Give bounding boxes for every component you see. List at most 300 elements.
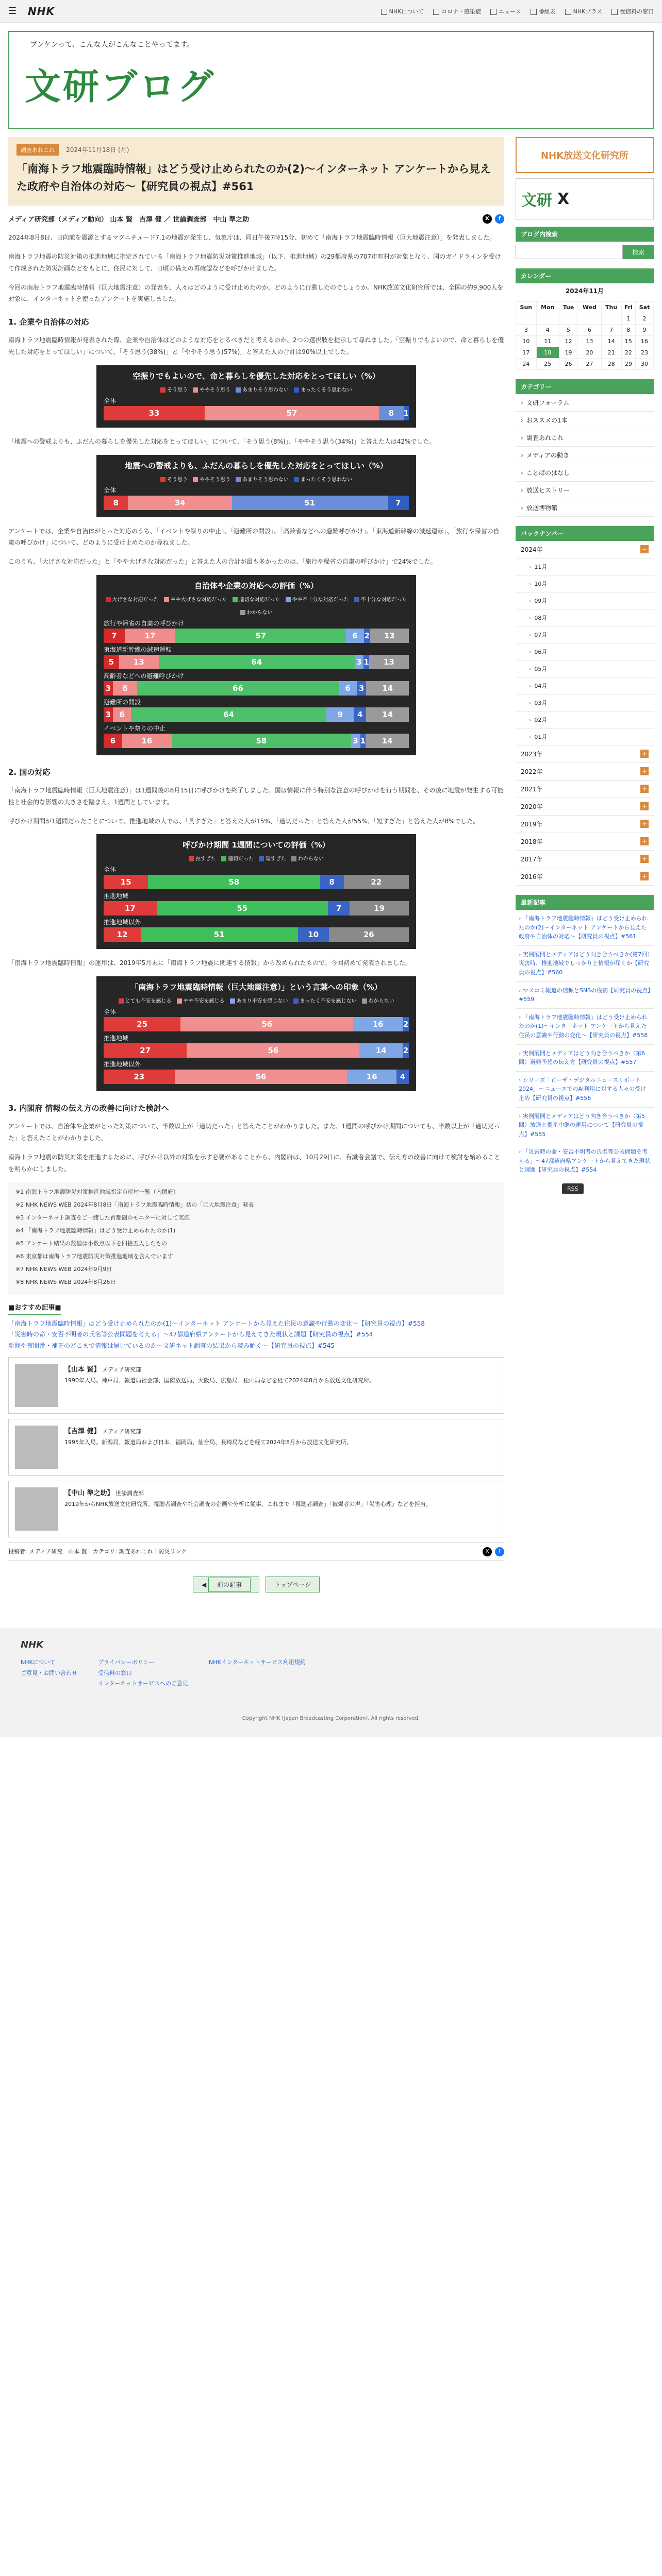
- category-badge[interactable]: 調査あれこれ: [16, 144, 59, 156]
- bar-segment: 64: [131, 707, 326, 722]
- figure-1: [96, 365, 416, 428]
- paragraph: 呼びかけ期間が1週間だったことについて、推進地域の人では、「長すぎた」と答えた人が15%、「適切だった」と答えた人が55%、「短すぎた」と答えた人が8%でした。: [8, 817, 479, 825]
- bar-segment: 8: [104, 496, 128, 510]
- profile-bio: 2019年からNHK放送文化研究所。視聴者調査や社会調査の企画や分析に従事。これまで「視聴者調査」「被爆者の声」「災害心理」などを担当。: [64, 1501, 432, 1508]
- legend-item: あまりそう思わない: [236, 475, 289, 483]
- bar-segment: 13: [119, 655, 159, 669]
- article-title: 「南海トラフ地震臨時情報」はどう受け止められたのか(2)〜インターネット アンケートから見えた政府や自治体の対応〜【研究員の視点】#561: [16, 163, 491, 193]
- paragraph: 「地震への警戒よりも、ふだんの暮らしを優先した対応をとってほしい」について、「そう思う(8%)」、「ややそう思う(34%)」と答えた人は42%でした。: [8, 437, 436, 445]
- bar-segment: 6: [104, 734, 122, 748]
- row-label: 全体: [104, 486, 117, 494]
- bar-segment: 6: [113, 707, 131, 722]
- legend-item: 短すぎた: [259, 854, 286, 862]
- calendar-dayname: Wed: [578, 302, 601, 313]
- archive-year[interactable]: 2018年 +: [516, 833, 654, 851]
- archive-year[interactable]: 2017年 +: [516, 851, 654, 868]
- legend-item: わからない: [240, 608, 273, 616]
- row-label: 推進地域以外: [104, 919, 141, 926]
- calendar-day: [536, 313, 559, 325]
- calendar-day[interactable]: 23: [636, 347, 654, 359]
- figure-4: [96, 834, 416, 949]
- figure-legend: [104, 595, 409, 616]
- archive-year[interactable]: 2024年 −: [516, 541, 654, 558]
- legend-item: 不十分な対応だった: [354, 595, 407, 603]
- paragraph: 今回の南海トラフ地震臨時情報（巨大地震注意）の発表を、人々はどのように受け止めたのか。どのように行動したのでしょうか。NHK放送文化研究所では、全国の約9,900人を対象に、インターネットを使ったアンケートを実施しました。: [8, 283, 504, 303]
- bar-segment: 16: [122, 734, 172, 748]
- category-item[interactable]: › 調査あれこれ: [516, 429, 654, 447]
- facebook-share-icon[interactable]: f: [495, 1547, 504, 1556]
- bar-segment: 16: [353, 1017, 403, 1031]
- calendar-dayname: Tue: [559, 302, 577, 313]
- bar-segment: 8: [379, 406, 403, 420]
- calendar-day[interactable]: 3: [516, 325, 537, 336]
- article-date: 2024年11月18日 (月): [66, 146, 129, 154]
- archive-year[interactable]: 2022年 +: [516, 763, 654, 781]
- paragraph: 「南海トラフ地震臨時情報」の運用は、2019年5月末に「南海トラフ地震に関連する情報」から改められたもので、今回初めて発表されました。: [8, 959, 411, 967]
- calendar-dayname: Thu: [601, 302, 621, 313]
- legend-item: まったくそう思わない: [294, 475, 352, 483]
- bar-segment: 27: [104, 1043, 187, 1058]
- archive-box: [516, 526, 654, 886]
- calendar-day[interactable]: 29: [621, 359, 635, 370]
- related-heading: ■おすすめ記事■: [8, 1302, 61, 1315]
- bar-segment: 4: [396, 1070, 409, 1084]
- footnote: ※2 NHK NEWS WEB 2024年8月8日「南海トラフ地震臨時情報」初の「巨大地震注意」発表: [15, 1201, 254, 1209]
- calendar-day[interactable]: 26: [559, 359, 577, 370]
- archive-month[interactable]: › 08月: [516, 609, 654, 626]
- footnote: ※3 インターネット調査をご一緒した首都圏のモニターに対して実施: [15, 1214, 190, 1222]
- calendar-day[interactable]: 27: [578, 359, 601, 370]
- stacked-bar: [104, 927, 409, 942]
- search-box: [516, 227, 654, 259]
- footnote: ※6 東京都は南海トラフ地震防災対策推進地域を含んでいます: [15, 1252, 173, 1260]
- bar-segment: 25: [104, 1017, 180, 1031]
- bar-segment: 14: [366, 681, 409, 696]
- bar-segment: 9: [326, 707, 354, 722]
- nav-news[interactable]: ニュース: [490, 7, 521, 15]
- calendar-day[interactable]: 7: [601, 325, 621, 336]
- post-tags: [8, 1543, 504, 1561]
- bar-segment: 34: [128, 496, 231, 510]
- legend-item: ややそう思う: [193, 475, 230, 483]
- latest-article-link[interactable]: › 実例展開とメディアはどう向き合うべきか（第5回）放送と衛星中継の運用について【研究員の視点】#555: [516, 1108, 654, 1144]
- rss-button[interactable]: RSS: [562, 1183, 584, 1194]
- calendar-day: [559, 313, 577, 325]
- author-profile: [8, 1419, 504, 1476]
- bar-segment: 26: [329, 927, 409, 942]
- archive-month[interactable]: › 07月: [516, 626, 654, 643]
- stacked-bar: [104, 406, 409, 420]
- footnote: ※5 アンケート結果の数値は小数点以下を四捨五入したもの: [15, 1240, 168, 1247]
- stacked-bar: [104, 1070, 409, 1084]
- category-box: [516, 379, 654, 517]
- bar-segment: 13: [369, 655, 409, 669]
- legend-item: 長すぎた: [189, 854, 216, 862]
- legend-item: 大げさな対応だった: [106, 595, 159, 603]
- row-label: 推進地域: [104, 892, 129, 900]
- bar-segment: 3: [104, 681, 113, 696]
- search-heading: ブログ内検索: [516, 227, 654, 242]
- figure-title: 「南海トラフ地震臨時情報（巨大地震注意）」という言葉への印象（%）: [130, 982, 382, 992]
- nav-schedule[interactable]: 番組表: [531, 7, 556, 15]
- archive-year[interactable]: 2020年 +: [516, 798, 654, 816]
- expand-icon[interactable]: +: [640, 837, 649, 845]
- paragraph: 「南海トラフ地震臨時情報（巨大地震注意）」は1週間後の8月15日に呼びかけを終了しました。国は情報に伴う特別な注意の呼びかけを行う期間を、その後に地震が発生する可能性と社会的な影響の大きさを踏まえ、1週間としています。: [8, 786, 504, 806]
- footnotes: [8, 1182, 504, 1295]
- bar-segment: 7: [388, 496, 409, 510]
- stacked-bar: [104, 1043, 409, 1058]
- legend-item: やや不安を感じる: [177, 996, 225, 1004]
- archive-year[interactable]: 2021年 +: [516, 781, 654, 798]
- category-item[interactable]: › おススメの1本: [516, 412, 654, 429]
- row-label: 全体: [104, 1008, 117, 1016]
- legend-item: まったく不安を感じない: [293, 996, 357, 1004]
- calendar-day[interactable]: 2: [636, 313, 654, 325]
- legend-item: まったくそう思わない: [294, 385, 352, 393]
- x-share-icon[interactable]: X: [483, 1547, 492, 1556]
- bar-segment: 15: [104, 875, 148, 889]
- bar-segment: 14: [359, 1043, 403, 1058]
- section-heading: 2. 国の対応: [8, 767, 51, 777]
- stacked-bar: [104, 655, 409, 669]
- profile-role: 世論調査部: [115, 1489, 144, 1497]
- archive-month[interactable]: › 05月: [516, 660, 654, 677]
- top-page-button[interactable]: トップページ: [266, 1577, 320, 1592]
- latest-box: [516, 895, 654, 1194]
- x-share-icon[interactable]: X: [483, 214, 492, 224]
- hamburger-menu-icon[interactable]: ☰: [8, 6, 17, 16]
- bar-segment: 58: [172, 734, 351, 748]
- archive-month[interactable]: › 01月: [516, 728, 654, 745]
- calendar-day[interactable]: 16: [636, 336, 654, 347]
- bar-segment: 1: [363, 655, 369, 669]
- bar-segment: 16: [347, 1070, 396, 1084]
- calendar-dayname: Mon: [536, 302, 559, 313]
- calendar-day[interactable]: 12: [559, 336, 577, 347]
- bar-segment: 1: [404, 406, 409, 420]
- calendar-dayname: Fri: [621, 302, 635, 313]
- bar-segment: 6: [339, 681, 357, 696]
- row-label: 東海道新幹線の減速運転: [104, 646, 172, 653]
- calendar-day[interactable]: 28: [601, 359, 621, 370]
- bar-segment: 12: [104, 927, 141, 942]
- legend-item: わからない: [291, 854, 324, 862]
- footer-logo[interactable]: NHK: [21, 1639, 44, 1650]
- calendar-day[interactable]: 19: [559, 347, 577, 359]
- bar-segment: 3: [357, 681, 366, 696]
- archive-month[interactable]: › 04月: [516, 677, 654, 694]
- author-profile: [8, 1481, 504, 1537]
- bar-segment: 8: [113, 681, 137, 696]
- expand-icon[interactable]: +: [640, 855, 649, 863]
- article-main: [8, 137, 504, 1618]
- nav-nhkplus[interactable]: NHKプラス: [565, 7, 602, 15]
- legend-item: とても不安を感じる: [119, 996, 172, 1004]
- archive-heading: バックナンバー: [516, 526, 654, 541]
- figure-title: 自治体や企業の対応への評価（%）: [194, 581, 319, 590]
- calendar-dayname: Sat: [636, 302, 654, 313]
- post-meta: 投稿者: メディア研究 山本 賢｜カテゴリ: 調査あれこれ｜防災リンク: [8, 1548, 187, 1555]
- calendar: [516, 268, 654, 370]
- bar-segment: 14: [366, 734, 409, 748]
- calendar-dayname: Sun: [516, 302, 537, 313]
- archive-month[interactable]: › 09月: [516, 592, 654, 609]
- bar-segment: 1: [360, 734, 366, 748]
- calendar-day[interactable]: 4: [536, 325, 559, 336]
- expand-icon[interactable]: +: [640, 767, 649, 775]
- legend-item: 適切だった: [221, 854, 254, 862]
- row-label: 推進地域以外: [104, 1061, 141, 1069]
- banner-tagline: ブンケンって、こんな人がこんなことやってます。: [30, 41, 194, 49]
- legend-item: ややそう思う: [193, 385, 230, 393]
- figure-3: [96, 575, 416, 755]
- paragraph: 南海トラフ地震臨時情報が発表された際、企業や自治体はどのような対応をとるべきだと考えるのか、2つの選択肢を提示して尋ねました。「空振りでもよいので、命と暮らしを優先した対応をとってほしい」について、「そう思う(38%)」と「ややそう思う(57%)」と答えた人の合計は90%以上でした。: [8, 336, 504, 355]
- nav-corona[interactable]: コロナ・感染症: [433, 7, 481, 15]
- calendar-day[interactable]: 25: [536, 359, 559, 370]
- figure-5: [96, 976, 416, 1091]
- legend-item: そう思う: [160, 475, 188, 483]
- calendar-day[interactable]: 24: [516, 359, 537, 370]
- latest-article-link[interactable]: › マスコミ報道の信頼とSNSの役割【研究員の視点】#559: [516, 982, 654, 1009]
- category-item[interactable]: › ことばのはなし: [516, 464, 654, 482]
- calendar-day[interactable]: 11: [536, 336, 559, 347]
- stacked-bar: [104, 901, 409, 916]
- calendar-day: [516, 313, 537, 325]
- section-heading: 1. 企業や自治体の対応: [8, 317, 89, 327]
- bar-segment: 2: [403, 1043, 409, 1058]
- calendar-day[interactable]: 6: [578, 325, 601, 336]
- bunken-x-banner[interactable]: 文研 X: [516, 178, 654, 219]
- expand-icon[interactable]: +: [640, 802, 649, 810]
- footnote: ※4 「南海トラフ地震臨時情報」はどう受け止められたのか(1): [15, 1227, 176, 1234]
- archive-month[interactable]: › 03月: [516, 694, 654, 711]
- bar-segment: 3: [355, 655, 364, 669]
- bar-segment: 4: [354, 707, 366, 722]
- footer-link[interactable]: NHKについて: [21, 1658, 56, 1666]
- bar-segment: 7: [328, 901, 350, 916]
- legend-item: あまりそう思わない: [236, 385, 289, 393]
- nav-fee[interactable]: 受信料の窓口: [611, 7, 654, 15]
- figure-legend: [104, 854, 409, 862]
- stacked-bar: [104, 1017, 409, 1031]
- calendar-day[interactable]: 18: [536, 347, 559, 359]
- bar-segment: 3: [104, 707, 113, 722]
- archive-month[interactable]: › 06月: [516, 643, 654, 660]
- stacked-bar: [104, 734, 409, 748]
- legend-item: やや不十分な対応だった: [286, 595, 349, 603]
- banner-title: 文研ブログ: [25, 65, 216, 108]
- blog-banner[interactable]: [8, 31, 654, 129]
- paragraph: アンケートでは、自治体や企業がとった対策について、半数以上が「適切だった」と答えたことがわかりました。また、1週間の呼びかけ期間についても、半数以上が「適切だった」と答えたことがわかりました。: [8, 1123, 500, 1142]
- figure-legend: [104, 385, 409, 393]
- author-photo: [15, 1364, 58, 1407]
- expand-icon[interactable]: +: [640, 872, 649, 880]
- bar-segment: 17: [104, 901, 157, 916]
- legend-item: あまり不安を感じない: [230, 996, 288, 1004]
- facebook-share-icon[interactable]: f: [495, 214, 504, 224]
- profile-bio: 1990年入局。神戸局、報道局社会部、国際放送局、大阪局、広島局、松山局などを経て2024年8月から放送文化研究所。: [64, 1377, 375, 1384]
- category-item[interactable]: › 文研フォーラム: [516, 394, 654, 412]
- latest-article-link[interactable]: › 実例展開とメディアはどう向き合うべきか（第6回）避難予想の伝え方【研究員の視点】#557: [516, 1045, 654, 1072]
- calendar-day[interactable]: 15: [621, 336, 635, 347]
- calendar-day[interactable]: 30: [636, 359, 654, 370]
- calendar-heading: カレンダー: [516, 268, 654, 283]
- search-button[interactable]: 検索: [623, 245, 654, 259]
- calendar-day[interactable]: 14: [601, 336, 621, 347]
- section-heading: 3. 内閣府 情報の伝え方の改善に向けた検討へ: [8, 1104, 169, 1113]
- article-header: [8, 137, 504, 206]
- paragraph: アンケートでは、企業や自治体がとった対応のうち、「イベントや祭りの中止」、「避難所の開設」、「高齢者などへの避難呼びかけ」、「東海道新幹線の減速運転」、「旅行や帰省の自粛の呼びかけ」について、どのように受け止めたのか尋ねました。: [8, 527, 500, 547]
- calendar-day[interactable]: 8: [621, 325, 635, 336]
- author-photo: [15, 1487, 58, 1531]
- stacked-bar: [104, 707, 409, 722]
- row-label: 全体: [104, 397, 117, 404]
- archive-year[interactable]: 2023年 +: [516, 745, 654, 763]
- bar-segment: 33: [104, 406, 205, 420]
- figure-title: 空振りでもよいので、命と暮らしを優先した対応をとってほしい（%）: [133, 371, 380, 381]
- legend-item: そう思う: [160, 385, 188, 393]
- bar-segment: 6: [346, 629, 364, 643]
- footer-link[interactable]: プライバシーポリシー: [98, 1658, 155, 1666]
- bar-segment: 13: [370, 629, 409, 643]
- footnote: ※7 NHK NEWS WEB 2024年9月9日: [15, 1265, 112, 1273]
- stacked-bar: [104, 629, 409, 643]
- bar-segment: 51: [232, 496, 388, 510]
- profile-name: 【吉澤 健】: [64, 1427, 101, 1435]
- footer-link[interactable]: ご意見・お問い合わせ: [21, 1669, 77, 1676]
- bar-segment: 58: [148, 875, 320, 889]
- bar-segment: 2: [403, 1017, 409, 1031]
- paragraph: 南海トラフ地震の防災対策の推進地域に指定されている「南海トラフ地震防災対策推進地域」（以下、推進地域）の29都府県の707市町村が対象となり、国のガイドラインを受けて作成された防災計画などをもとに、住民に対して、日頃の備えの再確認などを呼びかけました。: [8, 252, 501, 272]
- latest-heading: 最新記事: [516, 895, 654, 910]
- category-item[interactable]: › メディアの動き: [516, 447, 654, 464]
- row-label: 推進地域: [104, 1035, 129, 1042]
- row-label: 高齢者などへの避難呼びかけ: [104, 672, 184, 680]
- expand-icon[interactable]: +: [640, 820, 649, 828]
- calendar-day[interactable]: 13: [578, 336, 601, 347]
- bar-segment: 51: [141, 927, 298, 942]
- bar-segment: 57: [205, 406, 379, 420]
- global-nav: [381, 7, 654, 15]
- bar-segment: 23: [104, 1070, 175, 1084]
- bar-segment: 2: [364, 629, 370, 643]
- profile-role: メディア研究部: [102, 1366, 142, 1373]
- row-label: 全体: [104, 866, 117, 874]
- profile-role: メディア研究部: [102, 1428, 142, 1435]
- calendar-day[interactable]: 17: [516, 347, 537, 359]
- related-link[interactable]: 新聞や夜間番・補正のどこまで情報は届いているのか〜文研ネット調査の結果から読み解く〜【研究員の視点】#545: [8, 1342, 335, 1350]
- latest-article-link[interactable]: › 「南海トラフ地震臨時情報」はどう受け止められたのか(1)〜インターネット アンケートから見えた住民の意識や行動の変化〜【研究員の視点】#558: [516, 1009, 654, 1045]
- calendar-day[interactable]: 21: [601, 347, 621, 359]
- bar-segment: 64: [159, 655, 355, 669]
- category-item[interactable]: › 放送博物館: [516, 499, 654, 517]
- bar-segment: 7: [104, 629, 125, 643]
- archive-month[interactable]: › 10月: [516, 575, 654, 592]
- profile-bio: 1995年入局。新潟局、報道局および日本、福岡局、仙台局、長崎局などを経て2024年8月から放送文化研究所。: [64, 1439, 352, 1446]
- bar-segment: 56: [175, 1070, 347, 1084]
- figure-title: 地震への警戒よりも、ふだんの暮らしを優先した対応をとってほしい（%）: [125, 461, 388, 470]
- row-label: 避難所の開設: [104, 698, 141, 706]
- nhk-bunken-logo[interactable]: NHK放送文化研究所: [516, 137, 654, 173]
- archive-year[interactable]: 2016年 +: [516, 868, 654, 886]
- calendar-day[interactable]: 1: [621, 313, 635, 325]
- stacked-bar: [104, 681, 409, 696]
- paragraph: 2024年8月8日、日向灘を震源とするマグニチュード7.1の地震が発生し、気象庁は、同日午後7時15分、初めて「南海トラフ地震臨時情報（巨大地震注意）」を発表しました。: [8, 234, 496, 242]
- latest-article-link[interactable]: › 「災害時の命・安否不明者の氏名等公表問題を考える」〜47都道府県アンケートから見えてきた現状と課題【研究員の視点】#554: [516, 1143, 654, 1179]
- pager: [8, 1577, 504, 1592]
- calendar-day[interactable]: 5: [559, 325, 577, 336]
- category-heading: カテゴリー: [516, 379, 654, 394]
- bar-segment: 66: [137, 681, 339, 696]
- archive-month[interactable]: › 11月: [516, 558, 654, 575]
- expand-icon[interactable]: +: [640, 750, 649, 758]
- footer-link[interactable]: NHKインターネットサービス利用規約: [209, 1658, 306, 1666]
- search-input[interactable]: [516, 245, 623, 259]
- calendar-day[interactable]: 22: [621, 347, 635, 359]
- sidebar: [516, 137, 654, 1618]
- related-articles: [8, 1302, 504, 1351]
- figure-2: [96, 455, 416, 517]
- bar-segment: 22: [344, 875, 409, 889]
- bar-segment: 10: [298, 927, 329, 942]
- related-link[interactable]: 「災害時の命・安否不明者の氏名等公表問題を考える」〜47都道府県アンケートから見えてきた現状と課題【研究員の視点】#554: [8, 1331, 373, 1338]
- bar-segment: 5: [104, 655, 119, 669]
- nhk-logo[interactable]: NHK: [28, 5, 55, 18]
- archive-month[interactable]: › 02月: [516, 711, 654, 728]
- figure-title: 呼びかけ期間 1週間についての評価（%）: [183, 840, 330, 850]
- nav-about[interactable]: NHKについて: [381, 7, 424, 15]
- bar-segment: 56: [180, 1017, 353, 1031]
- expand-icon[interactable]: −: [640, 545, 649, 553]
- bar-segment: 56: [187, 1043, 359, 1058]
- figure-legend: [104, 996, 409, 1004]
- latest-article-link[interactable]: › 「南海トラフ地震臨時情報」はどう受け止められたのか(2)〜インターネット アンケートから見えた政府や自治体の対応〜【研究員の視点】#561: [516, 910, 654, 946]
- bar-segment: 17: [125, 629, 176, 643]
- author-names: メディア研究部（メディア動向） 山本 賢 吉澤 健 ／ 世論調査部 中山 準之助: [8, 216, 250, 224]
- footer: [0, 1629, 662, 1737]
- calendar-day[interactable]: 9: [636, 325, 654, 336]
- author-photo: [15, 1426, 58, 1469]
- profile-name: 【中山 準之助】: [64, 1489, 114, 1497]
- bar-segment: 14: [366, 707, 409, 722]
- bar-segment: 3: [351, 734, 360, 748]
- prev-article-button[interactable]: ◀ 前の記事: [193, 1577, 259, 1592]
- legend-item: やや大げさな対応だった: [164, 595, 227, 603]
- latest-article-link[interactable]: › シリーズ「ローザ・デジタルニュースリポート2024」〜ニュースでのAI利用に対する人々の受け止め【研究員の視点】#556: [516, 1072, 654, 1108]
- footnote: ※8 NHK NEWS WEB 2024年8月26日: [15, 1278, 116, 1285]
- calendar-day: [601, 313, 621, 325]
- bar-segment: 8: [320, 875, 344, 889]
- related-link[interactable]: 「南海トラフ地震臨時情報」はどう受け止められたのか(1)〜インターネット アンケートから見えた住民の意識や行動の変化〜【研究員の視点】#558: [8, 1319, 425, 1327]
- row-label: 旅行や帰省の自粛の呼びかけ: [104, 619, 185, 627]
- calendar-day[interactable]: 10: [516, 336, 537, 347]
- copyright: Copyright NHK (Japan Broadcasting Corporation). All rights reserved.: [242, 1715, 420, 1721]
- footer-link[interactable]: インターネットサービスへのご意見: [98, 1680, 189, 1687]
- profile-name: 【山本 賢】: [64, 1365, 101, 1374]
- stacked-bar: [104, 496, 409, 510]
- paragraph: このうち、「大げさな対応だった」と「やや大げさな対応だった」と答えた人の合計が最も多かったのは、「旅行や帰省の自粛の呼びかけ」で24%でした。: [8, 558, 437, 566]
- archive-year[interactable]: 2019年 +: [516, 816, 654, 833]
- footer-link[interactable]: 受信料の窓口: [98, 1669, 132, 1676]
- calendar-day[interactable]: 20: [578, 347, 601, 359]
- latest-article-link[interactable]: › 実例展開とメディアはどう向き合うべきか(第7回）災害時、推進地域でしっかりと情報が届くか【研究員の視点】#560: [516, 946, 654, 982]
- author-line: [8, 214, 504, 224]
- category-item[interactable]: › 放送ヒストリー: [516, 482, 654, 499]
- legend-item: 適切な対応だった: [233, 595, 280, 603]
- legend-item: わからない: [362, 996, 394, 1004]
- bar-segment: 55: [157, 901, 328, 916]
- expand-icon[interactable]: +: [640, 785, 649, 793]
